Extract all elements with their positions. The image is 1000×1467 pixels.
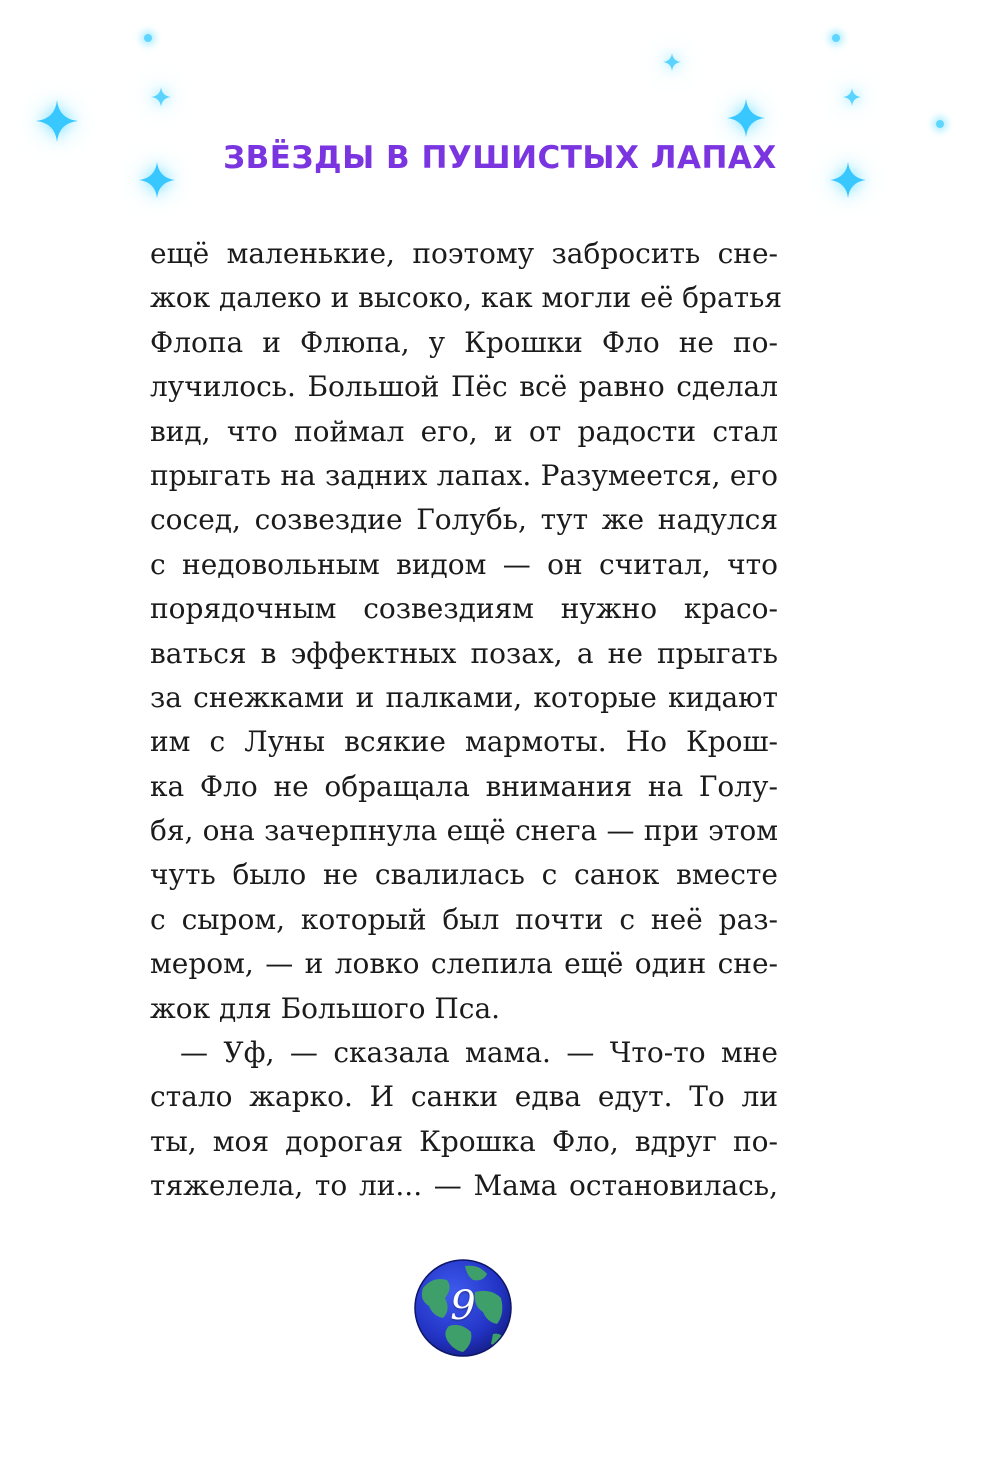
text-line: с сыром, который был почти с неё раз- [150, 902, 778, 936]
body-text [150, 232, 783, 1209]
header-band [0, 0, 1000, 230]
text-line: за снежками и палками, которые кидают [150, 680, 778, 714]
page-number-badge [413, 1258, 513, 1358]
text-line: тяжелела, то ли... — Мама остановилась, [150, 1169, 778, 1203]
running-title: ЗВЁЗДЫ В ПУШИСТЫХ ЛАПАХ [223, 140, 777, 176]
page-number: 9 [450, 1283, 476, 1329]
text-line: мером, — и ловко слепила ещё один сне- [150, 947, 778, 981]
text-line: бя, она зачерпнула ещё снега — при этом [150, 814, 778, 848]
sparkle-star-icon [725, 97, 767, 139]
text-line: ваться в эффектных позах, а не прыгать [150, 636, 778, 670]
text-line: жок далеко и высоко, как могли её братья [150, 281, 783, 315]
text-line: с недовольным видом — он считал, что [150, 547, 778, 581]
text-line: порядочным созвездиям нужно красо- [150, 592, 778, 626]
text-line: лучилось. Большой Пёс всё равно сделал [150, 370, 778, 404]
text-line: ты, моя дорогая Крошка Фло, вдруг по- [150, 1124, 778, 1158]
text-line: прыгать на задних лапах. Разумеется, его [150, 458, 778, 492]
text-line: им с Луны всякие мармоты. Но Крош- [150, 725, 778, 759]
sparkle-star-icon [841, 86, 863, 108]
text-line: жок для Большого Пса. [150, 991, 501, 1025]
glow-dot-icon [936, 120, 944, 128]
text-line: ещё маленькие, поэтому забросить сне- [150, 237, 778, 270]
text-line: вид, что поймал его, и от радости стал [150, 414, 778, 448]
text-line: — Уф, — сказала мама. — Что-то мне [180, 1036, 778, 1070]
text-line: чуть было не свалилась с санок вместе [150, 858, 778, 892]
sparkle-star-icon [661, 51, 683, 73]
text-line: Флопа и Флюпа, у Крошки Фло не по- [150, 325, 778, 359]
glow-dot-icon [832, 34, 840, 42]
sparkle-star-icon [34, 98, 80, 144]
glow-dot-icon [144, 34, 152, 42]
text-line: ка Фло не обращала внимания на Голу- [150, 769, 778, 803]
text-line: стало жарко. И санки едва едут. То ли [150, 1080, 778, 1114]
sparkle-star-icon [149, 85, 173, 109]
text-line: сосед, созвездие Голубь, тут же надулся [150, 503, 778, 537]
